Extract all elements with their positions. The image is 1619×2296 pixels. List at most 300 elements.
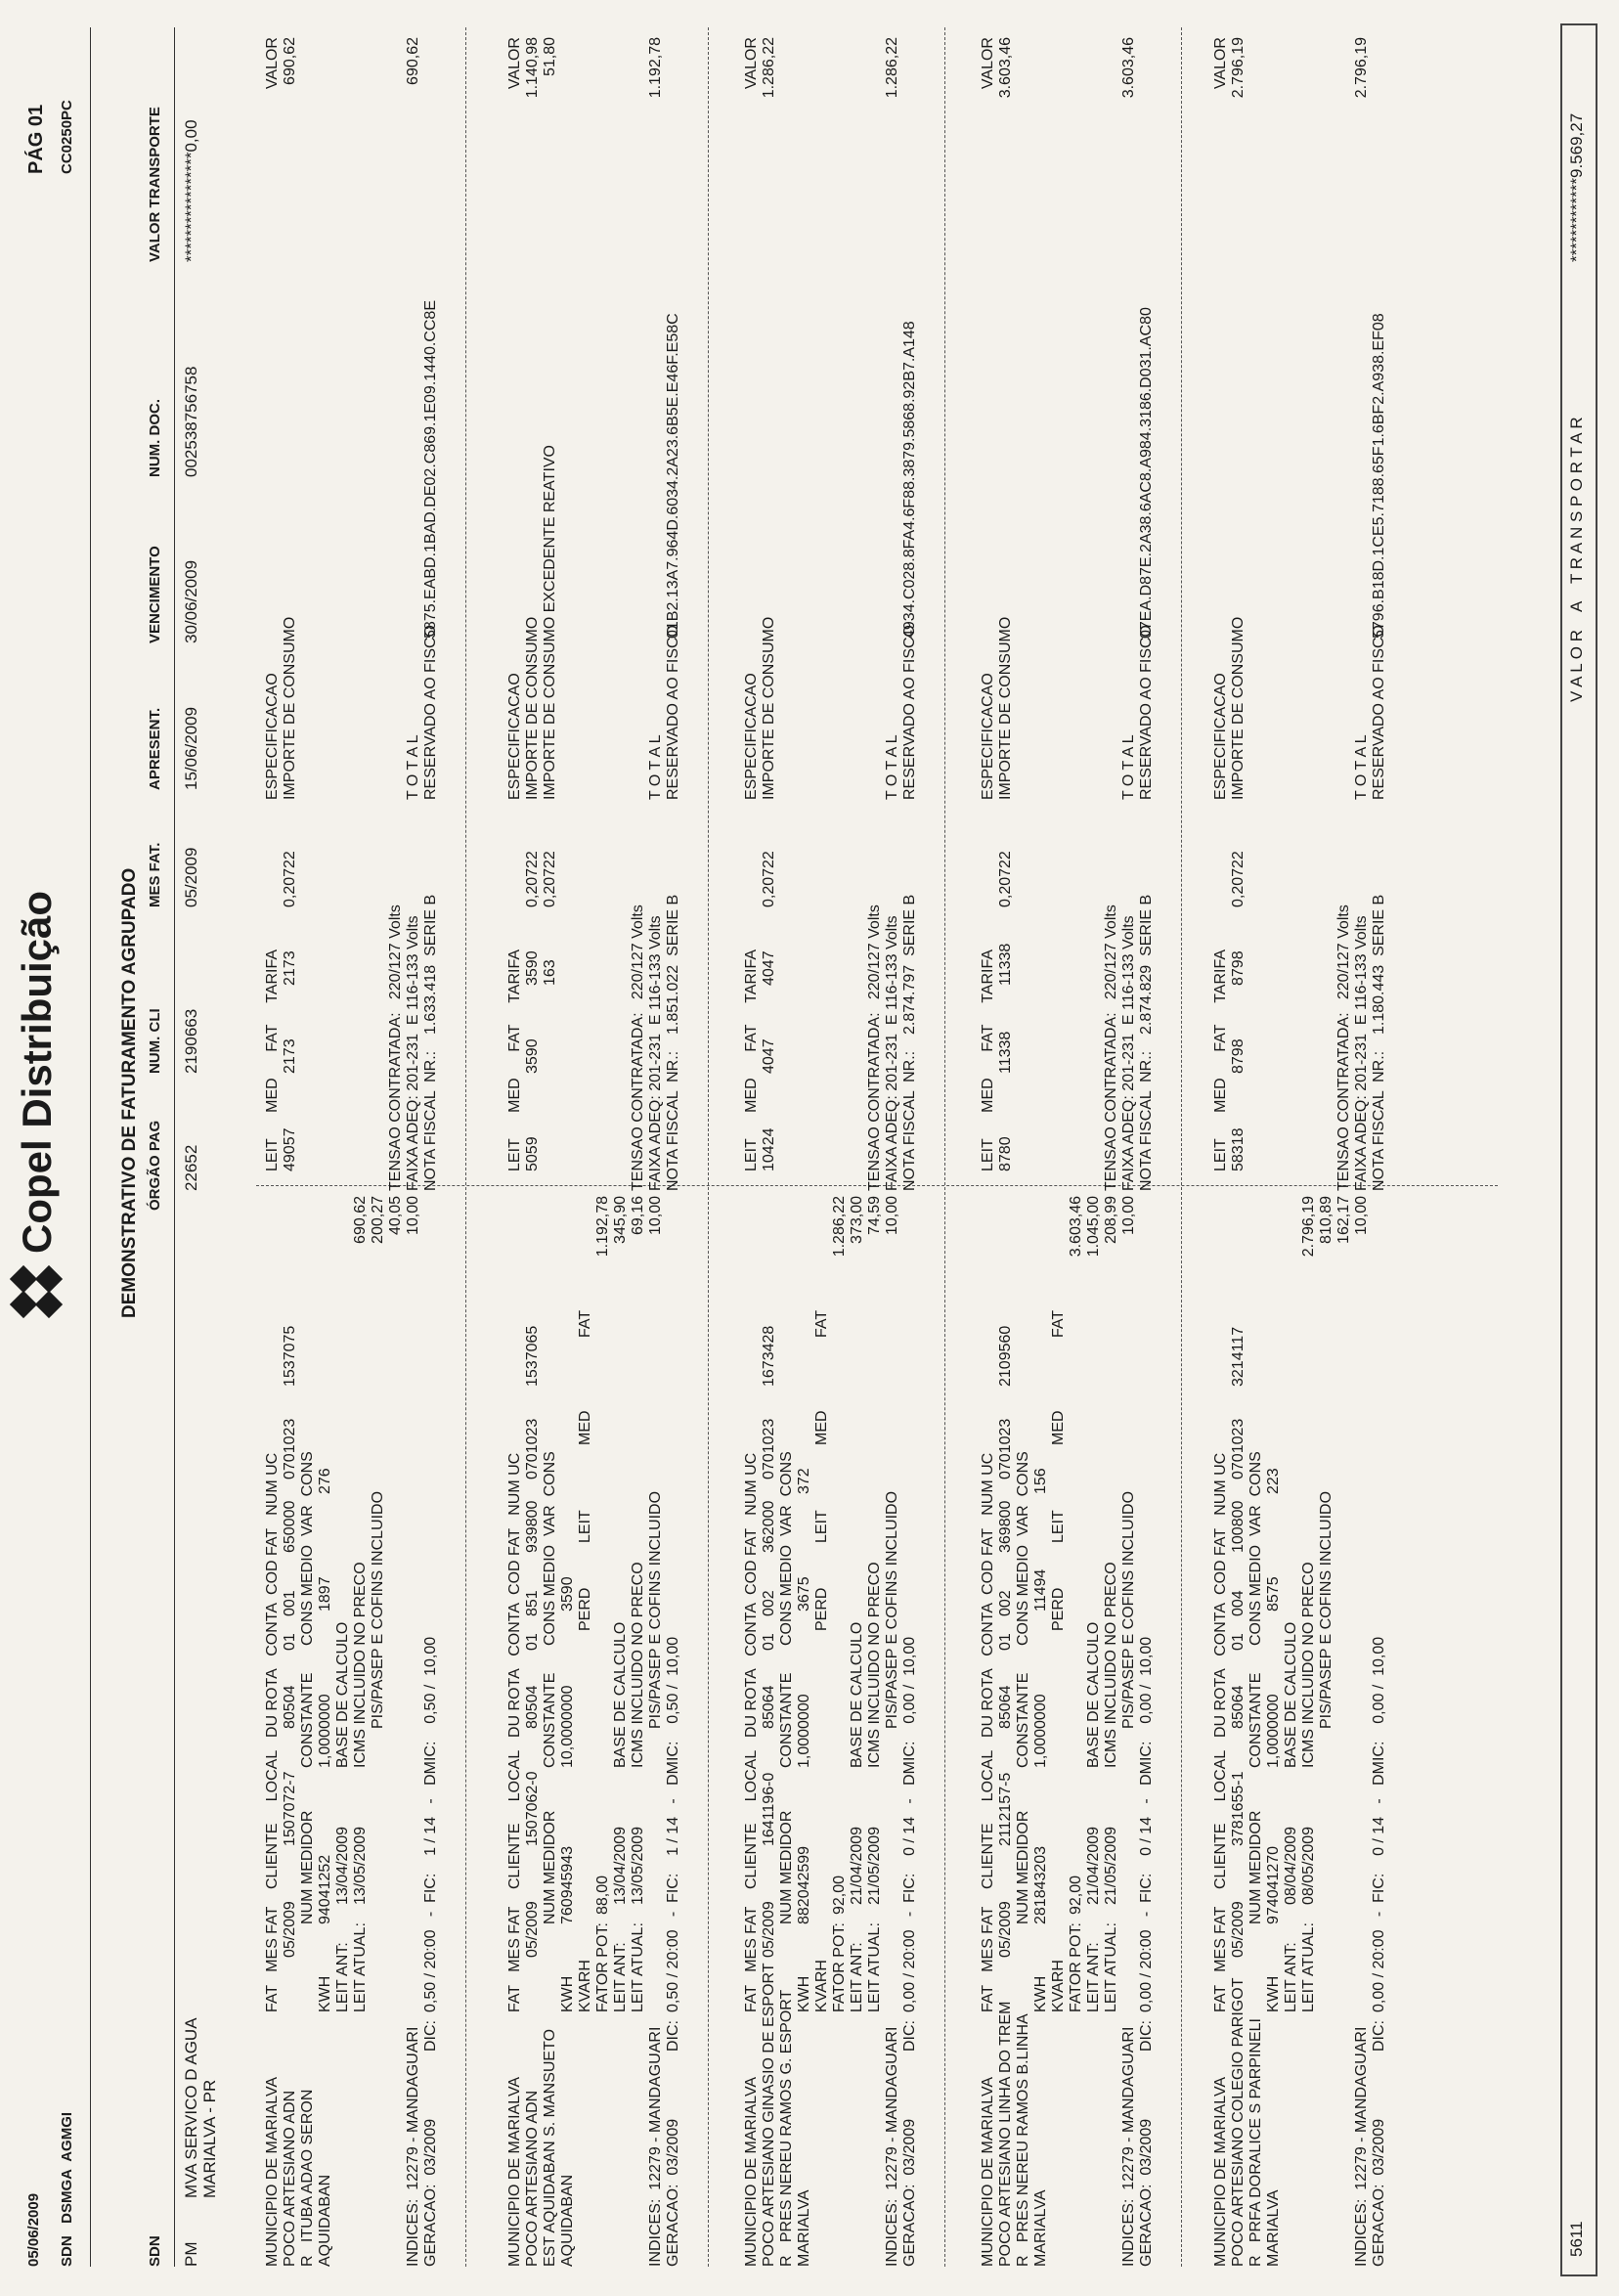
leit-label: LEIT bbox=[577, 1510, 593, 1543]
record-leit-ant: 13/04/2009 bbox=[334, 1826, 351, 1905]
pis-cofins-label: PIS/PASEP E COFINS INCLUIDO bbox=[1318, 1490, 1335, 1729]
record-amount: 810,89 bbox=[1318, 1196, 1335, 1244]
perd-label: PERD bbox=[813, 1587, 830, 1631]
valor-label: VALOR bbox=[264, 37, 281, 90]
num-medidor-label: NUM MEDIDOR bbox=[542, 1810, 558, 1924]
reservado-label: RESERVADO AO FISCO bbox=[901, 624, 918, 800]
record-leit-ant: 13/04/2009 bbox=[612, 1826, 629, 1905]
record-mes: 05/2009 bbox=[282, 1901, 298, 1958]
valor-label: VALOR bbox=[1212, 37, 1229, 90]
record-fator: 92,00 bbox=[1068, 1875, 1084, 1915]
record-nota-nr: 2.874.797 SERIE B bbox=[901, 894, 918, 1035]
record-amount: 162,17 bbox=[1335, 1196, 1352, 1244]
record-fat: 8798 bbox=[1230, 950, 1247, 986]
record-address: R ITUBA ADAO SERON bbox=[299, 2089, 316, 2267]
record-total: 1.192,78 bbox=[647, 37, 664, 99]
record-bairro: MARIALVA bbox=[1032, 2189, 1049, 2267]
record-rota: 851 bbox=[524, 1590, 541, 1616]
perd-label: PERD bbox=[1050, 1587, 1067, 1631]
footer-valor: *************9.569,27 bbox=[1567, 112, 1586, 262]
cons-medio-label: CONS MEDIO VAR CONS bbox=[1247, 1451, 1264, 1646]
leit-ant-label: LEIT ANT: bbox=[1085, 1942, 1102, 2012]
record-rota: 001 bbox=[282, 1590, 298, 1616]
record-leit-atual: 13/05/2009 bbox=[352, 1826, 369, 1905]
leit-header: LEIT MED FAT TARIFA bbox=[506, 949, 523, 1171]
record-separator bbox=[708, 27, 709, 2267]
record-tarifa: 0,20722 bbox=[997, 851, 1014, 907]
kwh-label: KWH bbox=[796, 1975, 812, 2012]
leit-atual-label: LEIT ATUAL: bbox=[630, 1922, 646, 2012]
record-amount: 69,16 bbox=[630, 1196, 646, 1236]
kvarh-label: KVARH bbox=[813, 1960, 830, 2012]
record-amount: 1.286,22 bbox=[831, 1196, 848, 1258]
record-municipio: MUNICIPIO DE MARIALVA bbox=[506, 2076, 523, 2267]
record-local: 85064 bbox=[1230, 1685, 1247, 1729]
record-rota: 004 bbox=[1230, 1590, 1247, 1616]
record-separator bbox=[944, 27, 945, 2267]
record-nota-nr: 1.180.443 SERIE B bbox=[1371, 894, 1387, 1035]
cons-medio-label: CONS MEDIO VAR CONS bbox=[299, 1451, 316, 1646]
cons-medio-label: CONS MEDIO VAR CONS bbox=[1015, 1451, 1031, 1646]
leit-ant-label: LEIT ANT: bbox=[334, 1942, 351, 2012]
record-numuc: 2109560 bbox=[997, 1325, 1014, 1387]
record-leit-atual: 08/05/2009 bbox=[1300, 1826, 1317, 1905]
record-valor: 2.796,19 bbox=[1230, 37, 1247, 99]
leit-header: LEIT MED FAT TARIFA bbox=[1212, 949, 1229, 1171]
especificacao-label: ESPECIFICACAO bbox=[980, 673, 996, 800]
record-local: 80504 bbox=[524, 1685, 541, 1729]
record-amount: 373,00 bbox=[849, 1196, 865, 1244]
record-amount: 10,00 bbox=[405, 1196, 421, 1236]
record-mes: 05/2009 bbox=[524, 1901, 541, 1958]
record-rota: 002 bbox=[761, 1590, 777, 1616]
record-med: 8798 bbox=[1230, 1038, 1247, 1074]
record-amount: 2.796,19 bbox=[1300, 1196, 1317, 1258]
kwh-label: KWH bbox=[1032, 1975, 1049, 2012]
logo-text: Copel Distribuição bbox=[14, 890, 60, 1254]
record-cons: 156 bbox=[1032, 1468, 1049, 1494]
record-description: POCO ARTESIANO ADN bbox=[524, 2090, 541, 2267]
fat-label: FAT bbox=[1050, 1309, 1067, 1338]
footer-valor-label: V A L O R A T R A N S P O R T A R bbox=[1567, 417, 1586, 702]
record-med: 2173 bbox=[282, 1038, 298, 1074]
med-label: MED bbox=[577, 1410, 593, 1445]
record-municipio: MUNICIPIO DE MARIALVA bbox=[1212, 2076, 1229, 2267]
nota-label: NOTA FISCAL NR.: bbox=[1371, 1050, 1387, 1191]
column-header: MES FAT. bbox=[147, 842, 163, 907]
icms-label: ICMS INCLUIDO NO PRECO bbox=[630, 1562, 646, 1768]
record-local: 85064 bbox=[997, 1685, 1014, 1729]
tensao-label: TENSAO CONTRATADA: 220/127 Volts bbox=[866, 905, 883, 1191]
icms-label: ICMS INCLUIDO NO PRECO bbox=[1300, 1562, 1317, 1768]
pis-cofins-label: PIS/PASEP E COFINS INCLUIDO bbox=[884, 1490, 900, 1729]
column-header: VENCIMENTO bbox=[147, 546, 163, 643]
record-address: R PRFA DORALICE S PARPINELI bbox=[1247, 2018, 1264, 2267]
record-address: R PRES NEREU RAMOS B.LINHA bbox=[1015, 2013, 1031, 2267]
constante-label: CONSTANTE bbox=[299, 1672, 316, 1768]
record-numuc: 3214117 bbox=[1230, 1326, 1247, 1387]
record-cons-medio: 11494 bbox=[1032, 1568, 1049, 1612]
summary-apresent: 15/06/2009 bbox=[182, 706, 200, 790]
faixa-label: FAIXA ADEQ: 201-231 E 116-133 Volts bbox=[884, 915, 900, 1191]
summary-num-doc: 002538756758 bbox=[182, 366, 200, 477]
copel-logo bbox=[10, 891, 65, 1318]
record-numuc: 1673428 bbox=[761, 1325, 777, 1387]
record-leit-ant: 08/04/2009 bbox=[1283, 1826, 1299, 1905]
num-medidor-label: NUM MEDIDOR bbox=[1247, 1810, 1264, 1924]
valor-label: VALOR bbox=[980, 37, 996, 90]
summary-pm: PM bbox=[182, 2241, 200, 2267]
record-dic-line: 0,00 / 20:00 - FIC: 0 / 14 - DMIC: 0,00 / 10,00 bbox=[1138, 1636, 1155, 2012]
record-du: 01 bbox=[761, 1633, 777, 1651]
record-amount: 40,05 bbox=[387, 1196, 404, 1236]
faixa-label: FAIXA ADEQ: 201-231 E 116-133 Volts bbox=[1120, 915, 1137, 1191]
record-separator bbox=[465, 27, 466, 2267]
record-amount: 74,59 bbox=[866, 1196, 883, 1236]
record-conta: 362000 bbox=[761, 1500, 777, 1553]
summary-orgao: 22652 bbox=[182, 1144, 200, 1191]
page-title: DEMONSTRATIVO DE FATURAMENTO AGRUPADO bbox=[119, 867, 140, 1318]
record-constante: 1,0000000 bbox=[796, 1694, 812, 1768]
summary-mes-fat: 05/2009 bbox=[182, 847, 200, 907]
record-fisco: 07EA.D87E.2A38.6AC8.A984.3186.D031.AC80 bbox=[1138, 307, 1155, 639]
record-total: 1.286,22 bbox=[884, 37, 900, 99]
reservado-label: RESERVADO AO FISCO bbox=[1371, 624, 1387, 800]
record-amount: 1.045,00 bbox=[1085, 1196, 1102, 1258]
record-address: R PRES NEREU RAMOS G. ESPORT bbox=[778, 1989, 795, 2267]
record-client-header: FAT MES FAT CLIENTE LOCAL DU ROTA CONTA COD FAT NUM UC bbox=[980, 1452, 996, 2012]
record-indices: INDICES: 12279 - MANDAGUARI bbox=[1353, 2026, 1370, 2267]
record-client-header: FAT MES FAT CLIENTE LOCAL DU ROTA CONTA COD FAT NUM UC bbox=[1212, 1452, 1229, 2012]
med-label: MED bbox=[813, 1410, 830, 1445]
base-calculo-label: BASE DE CALCULO bbox=[1085, 1621, 1102, 1768]
total-label: T O T A L bbox=[647, 734, 664, 800]
record-conta: 100800 bbox=[1230, 1500, 1247, 1553]
record-amount: 10,00 bbox=[1353, 1196, 1370, 1236]
record-constante: 10,0000000 bbox=[559, 1685, 576, 1768]
record-bairro: AQUIDABAN bbox=[559, 2174, 576, 2267]
record-bairro: MARIALVA bbox=[796, 2189, 812, 2267]
record-conta: 939800 bbox=[524, 1500, 541, 1553]
record-valor: 3.603,46 bbox=[997, 37, 1014, 99]
kvarh-label: KVARH bbox=[1050, 1960, 1067, 2012]
especificacao-label: ESPECIFICACAO bbox=[743, 673, 760, 800]
kvarh-label: KVARH bbox=[577, 1960, 593, 2012]
leit-label: LEIT bbox=[813, 1510, 830, 1543]
record-municipio: MUNICIPIO DE MARIALVA bbox=[980, 2076, 996, 2267]
record-constante: 1,0000000 bbox=[1265, 1694, 1282, 1768]
importe-label: IMPORTE DE CONSUMO bbox=[524, 616, 541, 800]
record-leit-ant: 21/04/2009 bbox=[1085, 1826, 1102, 1905]
summary-city: MARIALVA - PR bbox=[200, 2079, 219, 2198]
record-cons-medio: 3590 bbox=[559, 1576, 576, 1612]
record-description: POCO ARTESIANO GINASIO DE ESPORT bbox=[761, 1963, 777, 2267]
record-du: 01 bbox=[282, 1633, 298, 1651]
record-constante: 1,0000000 bbox=[317, 1694, 333, 1768]
leit-header: LEIT MED FAT TARIFA bbox=[264, 949, 281, 1171]
excedente-label: IMPORTE DE CONSUMO EXCEDENTE REATIVO bbox=[542, 444, 558, 800]
base-calculo-label: BASE DE CALCULO bbox=[1283, 1621, 1299, 1768]
record-leit: 8780 bbox=[997, 1136, 1014, 1171]
faixa-label: FAIXA ADEQ: 201-231 E 116-133 Volts bbox=[405, 915, 421, 1191]
column-header: NUM. CLI bbox=[147, 1008, 163, 1074]
record-leit-ant: 21/04/2009 bbox=[849, 1826, 865, 1905]
valor-label: VALOR bbox=[506, 37, 523, 90]
reservado-label: RESERVADO AO FISCO bbox=[1138, 624, 1155, 800]
kwh-label: KWH bbox=[559, 1975, 576, 2012]
record-fisco: 01B2.13A7.964D.6034.2A23.6B5E.E46F.E58C bbox=[665, 313, 681, 639]
especificacao-label: ESPECIFICACAO bbox=[264, 673, 281, 800]
record-codfat: 0701023 bbox=[761, 1418, 777, 1479]
record-address: EST AQUIDABAN S. MANSUETO bbox=[542, 2028, 558, 2267]
column-header: APRESENT. bbox=[147, 707, 163, 790]
tensao-label: TENSAO CONTRATADA: 220/127 Volts bbox=[630, 905, 646, 1191]
leit-header: LEIT MED FAT TARIFA bbox=[980, 949, 996, 1171]
base-calculo-label: BASE DE CALCULO bbox=[612, 1621, 629, 1768]
med-label: MED bbox=[1050, 1410, 1067, 1445]
column-header: NUM. DOC. bbox=[147, 399, 163, 477]
perd-label: PERD bbox=[577, 1587, 593, 1631]
record-medidor: 760945943 bbox=[559, 1845, 576, 1924]
footer-box bbox=[1560, 23, 1597, 2276]
record-nota-nr: 1.633.418 SERIE B bbox=[422, 894, 439, 1035]
record-indices: INDICES: 12279 - MANDAGUARI bbox=[647, 2026, 664, 2267]
num-medidor-label: NUM MEDIDOR bbox=[1015, 1810, 1031, 1924]
record-du: 01 bbox=[1230, 1633, 1247, 1651]
record-dic-line: 0,50 / 20:00 - FIC: 1 / 14 - DMIC: 0,50 / 10,00 bbox=[422, 1636, 439, 2012]
record-fat: 4047 bbox=[761, 950, 777, 986]
record-indices: INDICES: 12279 - MANDAGUARI bbox=[1120, 2026, 1137, 2267]
record-cons: 276 bbox=[317, 1468, 333, 1494]
record-amount: 200,27 bbox=[370, 1196, 386, 1244]
record-leit: 58318 bbox=[1230, 1127, 1247, 1171]
record-conta: 650000 bbox=[282, 1500, 298, 1553]
record-geracao: GERACAO: 03/2009 bbox=[665, 2118, 681, 2267]
record-amount: 1.192,78 bbox=[594, 1196, 611, 1258]
record-valor: 1.286,22 bbox=[761, 37, 777, 99]
record-conta: 369800 bbox=[997, 1500, 1014, 1553]
column-header: ÓRGÃO PAG bbox=[147, 1120, 163, 1211]
record-valor: 690,62 bbox=[282, 37, 298, 85]
total-label: T O T A L bbox=[884, 734, 900, 800]
fator-pot-label: FATOR POT: bbox=[831, 1922, 848, 2012]
record-medidor: 281843203 bbox=[1032, 1845, 1049, 1924]
pis-cofins-label: PIS/PASEP E COFINS INCLUIDO bbox=[370, 1490, 386, 1729]
record-local: 80504 bbox=[282, 1685, 298, 1729]
record-geracao: GERACAO: 03/2009 bbox=[1371, 2118, 1387, 2267]
record-cliente: 1507072-7 bbox=[282, 1771, 298, 1846]
record-municipio: MUNICIPIO DE MARIALVA bbox=[743, 2076, 760, 2267]
tensao-label: TENSAO CONTRATADA: 220/127 Volts bbox=[1335, 905, 1352, 1191]
num-medidor-label: NUM MEDIDOR bbox=[299, 1810, 316, 1924]
record-tarifa2: 0,20722 bbox=[542, 851, 558, 907]
print-date: 05/06/2009 bbox=[25, 2192, 42, 2267]
leit-atual-label: LEIT ATUAL: bbox=[1103, 1922, 1119, 2012]
importe-label: IMPORTE DE CONSUMO bbox=[1230, 616, 1247, 800]
record-amount: 690,62 bbox=[352, 1196, 369, 1244]
record-geracao: GERACAO: 03/2009 bbox=[901, 2118, 918, 2267]
record-indices: INDICES: 12279 - MANDAGUARI bbox=[405, 2026, 421, 2267]
especificacao-label: ESPECIFICACAO bbox=[506, 673, 523, 800]
summary-vencimento: 30/06/2009 bbox=[182, 559, 200, 643]
record-client-header: FAT MES FAT CLIENTE LOCAL DU ROTA CONTA COD FAT NUM UC bbox=[506, 1452, 523, 2012]
record-fat: 2173 bbox=[282, 950, 298, 986]
reservado-label: RESERVADO AO FISCO bbox=[665, 624, 681, 800]
record-cliente: 1641196-0 bbox=[761, 1772, 777, 1846]
page-label: PÁG 01 bbox=[25, 104, 47, 174]
record-rota: 002 bbox=[997, 1590, 1014, 1616]
record-nota-nr: 2.874.829 SERIE B bbox=[1138, 894, 1155, 1035]
record-mes: 05/2009 bbox=[1230, 1901, 1247, 1958]
nota-label: NOTA FISCAL NR.: bbox=[422, 1050, 439, 1191]
fator-pot-label: FATOR POT: bbox=[594, 1922, 611, 2012]
tensao-label: TENSAO CONTRATADA: 220/127 Volts bbox=[1103, 905, 1119, 1191]
record-dic-line: 0,00 / 20:00 - FIC: 0 / 14 - DMIC: 0,00 / 10,00 bbox=[1371, 1636, 1387, 2012]
record-tarifa: 0,20722 bbox=[1230, 851, 1247, 907]
record-nota-nr: 1.851.022 SERIE B bbox=[665, 894, 681, 1035]
record-medidor: 974041270 bbox=[1265, 1845, 1282, 1924]
record-fat2: 163 bbox=[542, 959, 558, 986]
record-leit-atual: 13/05/2009 bbox=[630, 1826, 646, 1905]
total-label: T O T A L bbox=[405, 734, 421, 800]
sdn-line: SDN DSMGA AGMGI bbox=[59, 2111, 75, 2267]
record-fat: 11338 bbox=[997, 943, 1014, 986]
icms-label: ICMS INCLUIDO NO PRECO bbox=[866, 1562, 883, 1768]
leit-ant-label: LEIT ANT: bbox=[849, 1942, 865, 2012]
record-med: 11338 bbox=[997, 1031, 1014, 1074]
record-medidor: 94041252 bbox=[317, 1854, 333, 1924]
record-leit: 10424 bbox=[761, 1127, 777, 1171]
leit-ant-label: LEIT ANT: bbox=[1283, 1942, 1299, 2012]
constante-label: CONSTANTE bbox=[1247, 1672, 1264, 1768]
record-bairro: MARIALVA bbox=[1265, 2189, 1282, 2267]
record-cons-medio: 3675 bbox=[796, 1576, 812, 1612]
record-med: 4047 bbox=[761, 1038, 777, 1074]
constante-label: CONSTANTE bbox=[1015, 1672, 1031, 1768]
record-fisco: 5875.EABD.1BAD.DE02.C869.1E09.1440.CC8E bbox=[422, 300, 439, 639]
record-geracao: GERACAO: 03/2009 bbox=[1138, 2118, 1155, 2267]
base-calculo-label: BASE DE CALCULO bbox=[849, 1621, 865, 1768]
record-fisco: 4934.C028.8FA4.6F88.3879.5868.92B7.A148 bbox=[901, 321, 918, 639]
record-leit-atual: 21/05/2009 bbox=[866, 1826, 883, 1905]
column-header: SDN bbox=[147, 2235, 163, 2267]
header-rule bbox=[90, 27, 91, 2267]
cons-medio-label: CONS MEDIO VAR CONS bbox=[542, 1451, 558, 1646]
record-leit: 49057 bbox=[282, 1127, 298, 1171]
base-calculo-label: BASE DE CALCULO bbox=[334, 1621, 351, 1768]
record-separator bbox=[1181, 27, 1182, 2267]
fat-label: FAT bbox=[577, 1309, 593, 1338]
fat-label: FAT bbox=[813, 1309, 830, 1338]
record-mes: 05/2009 bbox=[997, 1901, 1014, 1958]
tensao-label: TENSAO CONTRATADA: 220/127 Volts bbox=[387, 905, 404, 1191]
record-cliente: 2112157-5 bbox=[997, 1772, 1014, 1846]
record-indices: INDICES: 12279 - MANDAGUARI bbox=[884, 2026, 900, 2267]
record-medidor: 882042599 bbox=[796, 1845, 812, 1924]
record-amount: 10,00 bbox=[1120, 1196, 1137, 1236]
record-geracao: GERACAO: 03/2009 bbox=[422, 2118, 439, 2267]
record-cliente: 3781655-1 bbox=[1230, 1771, 1247, 1846]
record-dic-label: DIC: bbox=[665, 2020, 681, 2052]
leit-atual-label: LEIT ATUAL: bbox=[866, 1922, 883, 2012]
record-dic-label: DIC: bbox=[1371, 2020, 1387, 2052]
summary-name: MVA SERVICO D AGUA bbox=[182, 2017, 200, 2198]
leit-header: LEIT MED FAT TARIFA bbox=[743, 949, 760, 1171]
record-du: 01 bbox=[524, 1633, 541, 1651]
icms-label: ICMS INCLUIDO NO PRECO bbox=[352, 1562, 369, 1768]
summary-valor-transporte: *****************0,00 bbox=[182, 119, 200, 262]
faixa-label: FAIXA ADEQ: 201-231 E 116-133 Volts bbox=[647, 915, 664, 1191]
record-leit: 5059 bbox=[524, 1136, 541, 1171]
nota-label: NOTA FISCAL NR.: bbox=[1138, 1050, 1155, 1191]
record-client-header: FAT MES FAT CLIENTE LOCAL DU ROTA CONTA COD FAT NUM UC bbox=[743, 1452, 760, 2012]
pis-cofins-label: PIS/PASEP E COFINS INCLUIDO bbox=[1120, 1490, 1137, 1729]
record-client-header: FAT MES FAT CLIENTE LOCAL DU ROTA CONTA COD FAT NUM UC bbox=[264, 1452, 281, 2012]
record-codfat: 0701023 bbox=[1230, 1418, 1247, 1479]
doc-code: CC0250PC bbox=[59, 100, 75, 174]
record-total: 3.603,46 bbox=[1120, 37, 1137, 99]
leit-atual-label: LEIT ATUAL: bbox=[1300, 1922, 1317, 2012]
fator-pot-label: FATOR POT: bbox=[1068, 1922, 1084, 2012]
icms-label: ICMS INCLUIDO NO PRECO bbox=[1103, 1562, 1119, 1768]
record-codfat: 0701023 bbox=[524, 1418, 541, 1479]
constante-label: CONSTANTE bbox=[542, 1672, 558, 1768]
leit-ant-label: LEIT ANT: bbox=[612, 1942, 629, 2012]
record-amount: 10,00 bbox=[647, 1196, 664, 1236]
record-constante: 1,0000000 bbox=[1032, 1694, 1049, 1768]
record-cons-medio: 8575 bbox=[1265, 1576, 1282, 1612]
record-fator: 92,00 bbox=[831, 1875, 848, 1915]
record-tarifa: 0,20722 bbox=[524, 851, 541, 907]
especificacao-label: ESPECIFICACAO bbox=[1212, 673, 1229, 800]
record-description: POCO ARTESIANO LINHA DO TREM bbox=[997, 2001, 1014, 2267]
record-numuc: 1537065 bbox=[524, 1325, 541, 1387]
record-codfat: 0701023 bbox=[997, 1418, 1014, 1479]
record-dic-label: DIC: bbox=[1138, 2020, 1155, 2052]
reservado-label: RESERVADO AO FISCO bbox=[422, 624, 439, 800]
record-dic-line: 0,00 / 20:00 - FIC: 0 / 14 - DMIC: 0,00 / 10,00 bbox=[901, 1636, 918, 2012]
record-municipio: MUNICIPIO DE MARIALVA bbox=[264, 2076, 281, 2267]
record-cons-medio: 1897 bbox=[317, 1576, 333, 1612]
valor-label: VALOR bbox=[743, 37, 760, 90]
cons-medio-label: CONS MEDIO VAR CONS bbox=[778, 1451, 795, 1646]
leit-label: LEIT bbox=[1050, 1510, 1067, 1543]
kwh-label: KWH bbox=[317, 1975, 333, 2012]
record-amount: 10,00 bbox=[884, 1196, 900, 1236]
record-dic-line: 0,50 / 20:00 - FIC: 1 / 14 - DMIC: 0,50 / 10,00 bbox=[665, 1636, 681, 2012]
record-local: 85064 bbox=[761, 1685, 777, 1729]
record-dic-label: DIC: bbox=[901, 2020, 918, 2052]
summary-num-cli: 2190663 bbox=[182, 1008, 200, 1074]
kwh-label: KWH bbox=[1265, 1975, 1282, 2012]
record-numuc: 1537075 bbox=[282, 1325, 298, 1387]
nota-label: NOTA FISCAL NR.: bbox=[901, 1050, 918, 1191]
total-label: T O T A L bbox=[1353, 734, 1370, 800]
record-tarifa: 0,20722 bbox=[761, 851, 777, 907]
record-fator: 88,00 bbox=[594, 1875, 611, 1915]
record-cons: 372 bbox=[796, 1468, 812, 1494]
record-cons: 223 bbox=[1265, 1468, 1282, 1494]
footer-code: 5611 bbox=[1567, 2221, 1586, 2257]
num-medidor-label: NUM MEDIDOR bbox=[778, 1810, 795, 1924]
pis-cofins-label: PIS/PASEP E COFINS INCLUIDO bbox=[647, 1490, 664, 1729]
faixa-label: FAIXA ADEQ: 201-231 E 116-133 Volts bbox=[1353, 915, 1370, 1191]
record-cliente: 1507062-0 bbox=[524, 1771, 541, 1846]
nota-label: NOTA FISCAL NR.: bbox=[665, 1050, 681, 1191]
record-description: POCO ARTESIANO ADN bbox=[282, 2090, 298, 2267]
constante-label: CONSTANTE bbox=[778, 1672, 795, 1768]
record-total: 690,62 bbox=[405, 37, 421, 85]
